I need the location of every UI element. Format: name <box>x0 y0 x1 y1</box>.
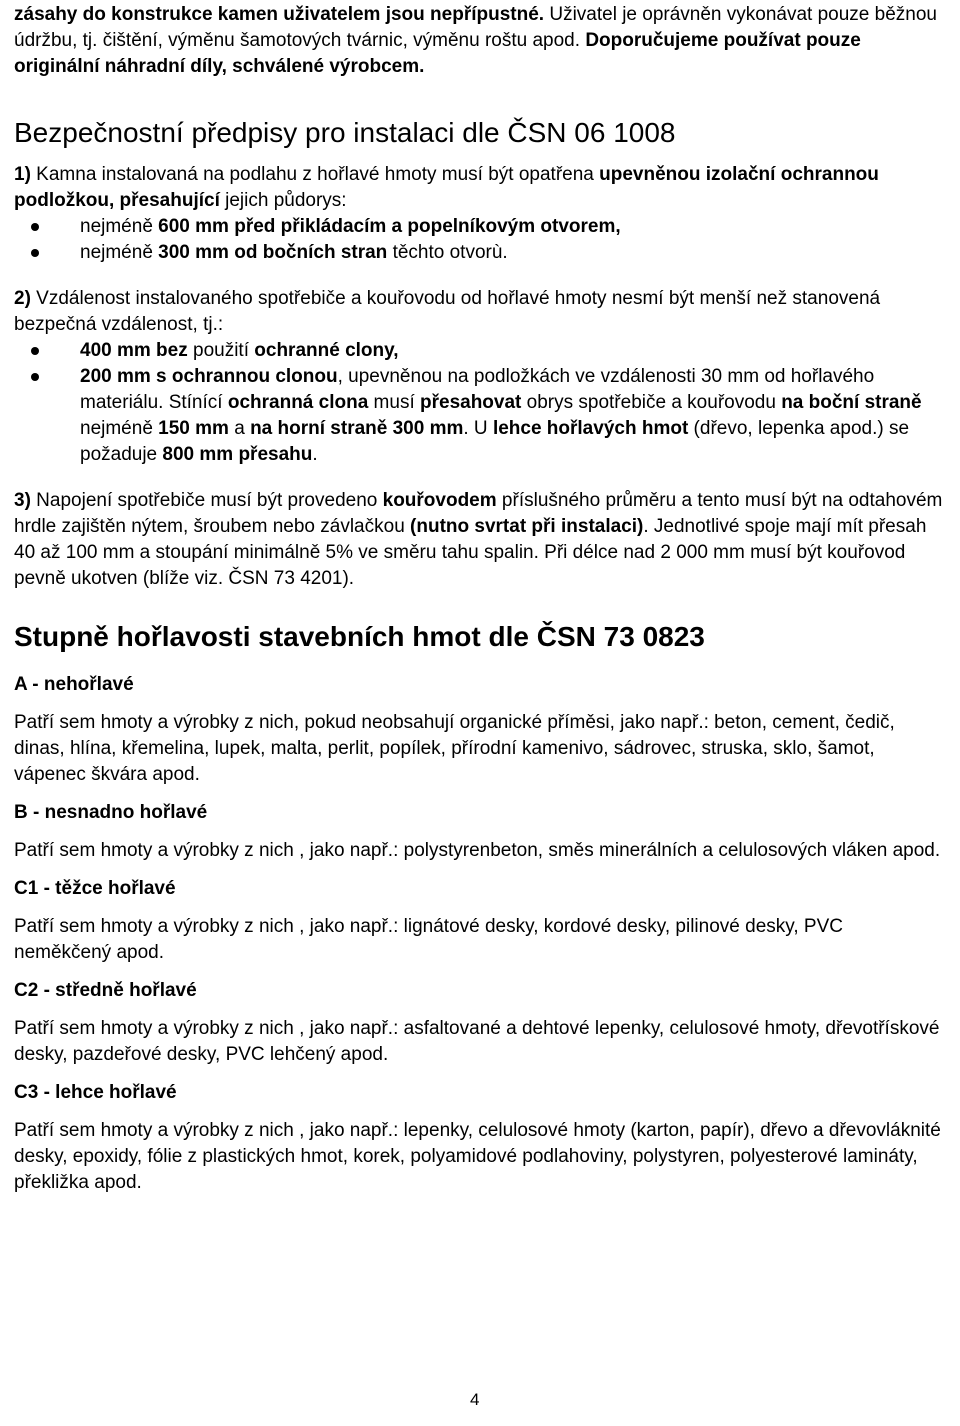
class-heading-a: A - nehořlavé <box>14 674 134 695</box>
list-item: 200 mm s ochrannou clonou, upevněnou na podložkách ve vzdálenosti 30 mm od hořlavého materiálu. Stínící ochranná clona musí přesahovat obrys spotřebiče a kouřovodu na boční straně nejméně 150 mm a na horní straně 300 mm. U lehce hořlavých hmot (dřevo, lepenka apod.) se požaduje 800 mm přesahu. <box>14 364 944 468</box>
section-title-safety: Bezpečnostní předpisy pro instalaci dle ČSN 06 1008 <box>14 117 676 148</box>
class-heading-c3: C3 - lehce hořlavé <box>14 1082 177 1103</box>
class-heading-b: B - nesnadno hořlavé <box>14 802 208 823</box>
bullet-icon <box>31 347 39 355</box>
document-page <box>14 2 944 1196</box>
safety-item-1-list <box>14 214 944 266</box>
safety-item-2-list <box>14 338 944 468</box>
class-text-c2: Patří sem hmoty a výrobky z nich , jako např.: asfaltované a dehtové lepenky, celulosové hmoty, dřevotřískové desky, pazdeřové desky, PVC lehčený apod. <box>14 1018 940 1065</box>
section-title-flammability: Stupně hořlavosti stavebních hmot dle ČSN 73 0823 <box>14 621 705 652</box>
class-text-a: Patří sem hmoty a výrobky z nich, pokud neobsahují organické příměsi, jako např.: beton, cement, čedič, dinas, hlína, křemelina, lupek, malta, perlit, popílek, přírodní kamenivo, sádrovec, struska, sklo, šamot, vápenec škvára apod. <box>14 712 895 785</box>
class-text-c3: Patří sem hmoty a výrobky z nich , jako např.: lepenky, celulosové hmoty (karton, papír), dřevo a dřevovláknité desky, epoxidy, fólie z plastických hmot, korek, polyamidové podlahoviny, polystyren, polyesterové lamináty, překližka apod. <box>14 1120 941 1193</box>
safety-item-1: 1) Kamna instalovaná na podlahu z hořlavé hmoty musí být opatřena upevněnou izolační ochrannou podložkou, přesahující jejich půdorys: <box>14 164 879 211</box>
bullet-icon <box>31 223 39 231</box>
safety-item-3: 3) Napojení spotřebiče musí být provedeno kouřovodem příslušného průměru a tento musí být na odtahovém hrdle zajištěn nýtem, šroubem nebo závlačkou (nutno svrtat při instalaci). Jednotlivé spoje mají mít přesah 40 až 100 mm a stoupání minimálně 5% ve směru tahu spalin. Při délce nad 2 000 mm musí být kouřovod pevně ukotven (blíže viz. ČSN 73 4201). <box>14 490 943 589</box>
class-heading-c1: C1 - těžce hořlavé <box>14 878 176 899</box>
list-item: nejméně 600 mm před přikládacím a popelníkovým otvorem, <box>14 214 944 240</box>
class-heading-c2: C2 - středně hořlavé <box>14 980 197 1001</box>
class-text-c1: Patří sem hmoty a výrobky z nich , jako např.: lignátové desky, kordové desky, pilinové desky, PVC neměkčený apod. <box>14 916 843 963</box>
intro-paragraph: zásahy do konstrukce kamen uživatelem jsou nepřípustné. Uživatel je oprávněn vykonávat pouze běžnou údržbu, tj. čištění, výměnu šamotových tvárnic, výměnu roštu apod. Doporučujeme používat pouze originální náhradní díly, schválené výrobcem. <box>14 4 937 77</box>
bullet-icon <box>31 373 39 381</box>
list-item: nejméně 300 mm od bočních stran těchto otvorù. <box>14 240 944 266</box>
safety-item-2: 2) Vzdálenost instalovaného spotřebiče a kouřovodu od hořlavé hmoty nesmí být menší než stanovená bezpečná vzdálenost, tj.: <box>14 288 881 335</box>
bullet-icon <box>31 249 39 257</box>
class-text-b: Patří sem hmoty a výrobky z nich , jako např.: polystyrenbeton, směs minerálních a celulosových vláken apod. <box>14 840 941 861</box>
page-number: 4 <box>470 1390 480 1409</box>
list-item: 400 mm bez použití ochranné clony, <box>14 338 944 364</box>
